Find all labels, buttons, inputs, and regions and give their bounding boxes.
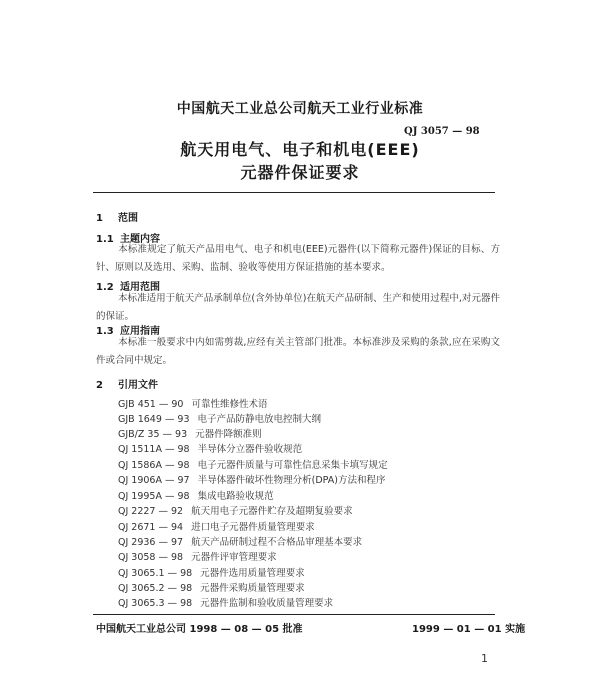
section-title: 适用范围 [120,282,160,293]
reference-title: 电子元器件质量与可靠性信息采集卡填写规定 [197,460,388,471]
reference-code: QJ 1906A — 97 [118,475,190,486]
reference-title: 元器件选用质量管理要求 [200,568,305,579]
reference-item [118,457,388,471]
page-number: 1 [481,652,488,665]
reference-item [118,503,353,517]
section-number: 1.1 [96,234,114,245]
reference-code: QJ 2227 — 92 [118,506,184,517]
section-2-heading [96,376,158,391]
reference-item [118,411,321,425]
reference-title: 半导体器件破坏性物理分析(DPA)方法和程序 [197,475,386,486]
reference-title: 可靠性维修性术语 [191,399,268,410]
section-title: 应用指南 [120,326,160,337]
reference-code: QJ 2671 — 94 [118,522,184,533]
reference-code: GJB 451 — 90 [118,399,184,410]
reference-item [118,472,385,486]
section-1-1-paragraph [96,241,500,277]
section-1-3-paragraph [96,334,500,370]
section-1-2-paragraph [96,290,500,326]
paragraph-text: 本标准一般要求中内如需剪裁,应经有关主管部门批准。本标准涉及采购的条款,应在采购文件或合同中规定。 [96,337,500,366]
reference-title: 元器件监制和验收质量管理要求 [200,598,334,609]
document-title-line2: 元器件保证要求 [240,163,360,182]
reference-code: QJ 3065.3 — 98 [118,598,193,609]
reference-title: 航天产品研制过程不合格品审理基本要求 [191,537,363,548]
reference-item [118,534,362,548]
reference-code: QJ 1586A — 98 [118,460,190,471]
paragraph-text: 本标准适用于航天产品承制单位(含外协单位)在航天产品研制、生产和使用过程中,对元器件的保证。 [96,293,500,322]
reference-item [118,565,305,579]
standard-number: QJ 3057 — 98 [404,126,480,137]
section-number: 2 [96,380,103,391]
reference-item [118,396,267,410]
reference-title: 元器件降额准则 [195,429,262,440]
reference-code: GJB 1649 — 93 [118,414,190,425]
section-number: 1.2 [96,282,114,293]
section-title: 范围 [118,213,138,224]
reference-item [118,595,333,609]
approval-line: 中国航天工业总公司 1998 — 08 — 05 批准 [96,624,303,635]
reference-title: 半导体分立器件验收规范 [197,444,303,455]
header-divider [93,192,495,193]
reference-item [118,488,274,502]
section-number: 1.3 [96,326,114,337]
section-title: 引用文件 [118,380,158,391]
reference-code: QJ 3065.2 — 98 [118,583,193,594]
reference-item [118,441,302,455]
reference-title: 进口电子元器件质量管理要求 [191,522,315,533]
section-title: 主题内容 [120,234,160,245]
reference-title: 集成电路验收规范 [197,491,274,502]
reference-code: QJ 3058 — 98 [118,552,184,563]
reference-title: 元器件评审管理要求 [191,552,277,563]
organization-header: 中国航天工业总公司航天工业行业标准 [176,101,424,117]
reference-item [118,519,315,533]
reference-title: 电子产品防静电放电控制大纲 [197,414,322,425]
reference-code: QJ 2936 — 97 [118,537,184,548]
reference-title: 元器件采购质量管理要求 [200,583,305,594]
reference-item [118,580,305,594]
section-1-heading [96,209,138,224]
reference-code: GJB/Z 35 — 93 [118,429,188,440]
reference-code: QJ 1995A — 98 [118,491,190,502]
footer-divider [93,614,495,615]
reference-item [118,426,262,440]
reference-title: 航天用电子元器件贮存及超期复验要求 [191,506,353,517]
paragraph-text: 本标准规定了航天产品用电气、电子和机电(EEE)元器件(以下简称元器件)保证的目标、方针、原则以及选用、采购、监制、验收等使用方保证措施的基本要求。 [96,244,500,273]
document-title-line1: 航天用电气、电子和机电(EEE) [180,140,420,159]
reference-item [118,549,277,563]
implementation-date: 1999 — 01 — 01 实施 [412,624,526,635]
reference-code: QJ 3065.1 — 98 [118,568,193,579]
section-number: 1 [96,213,103,224]
reference-code: QJ 1511A — 98 [118,444,190,455]
